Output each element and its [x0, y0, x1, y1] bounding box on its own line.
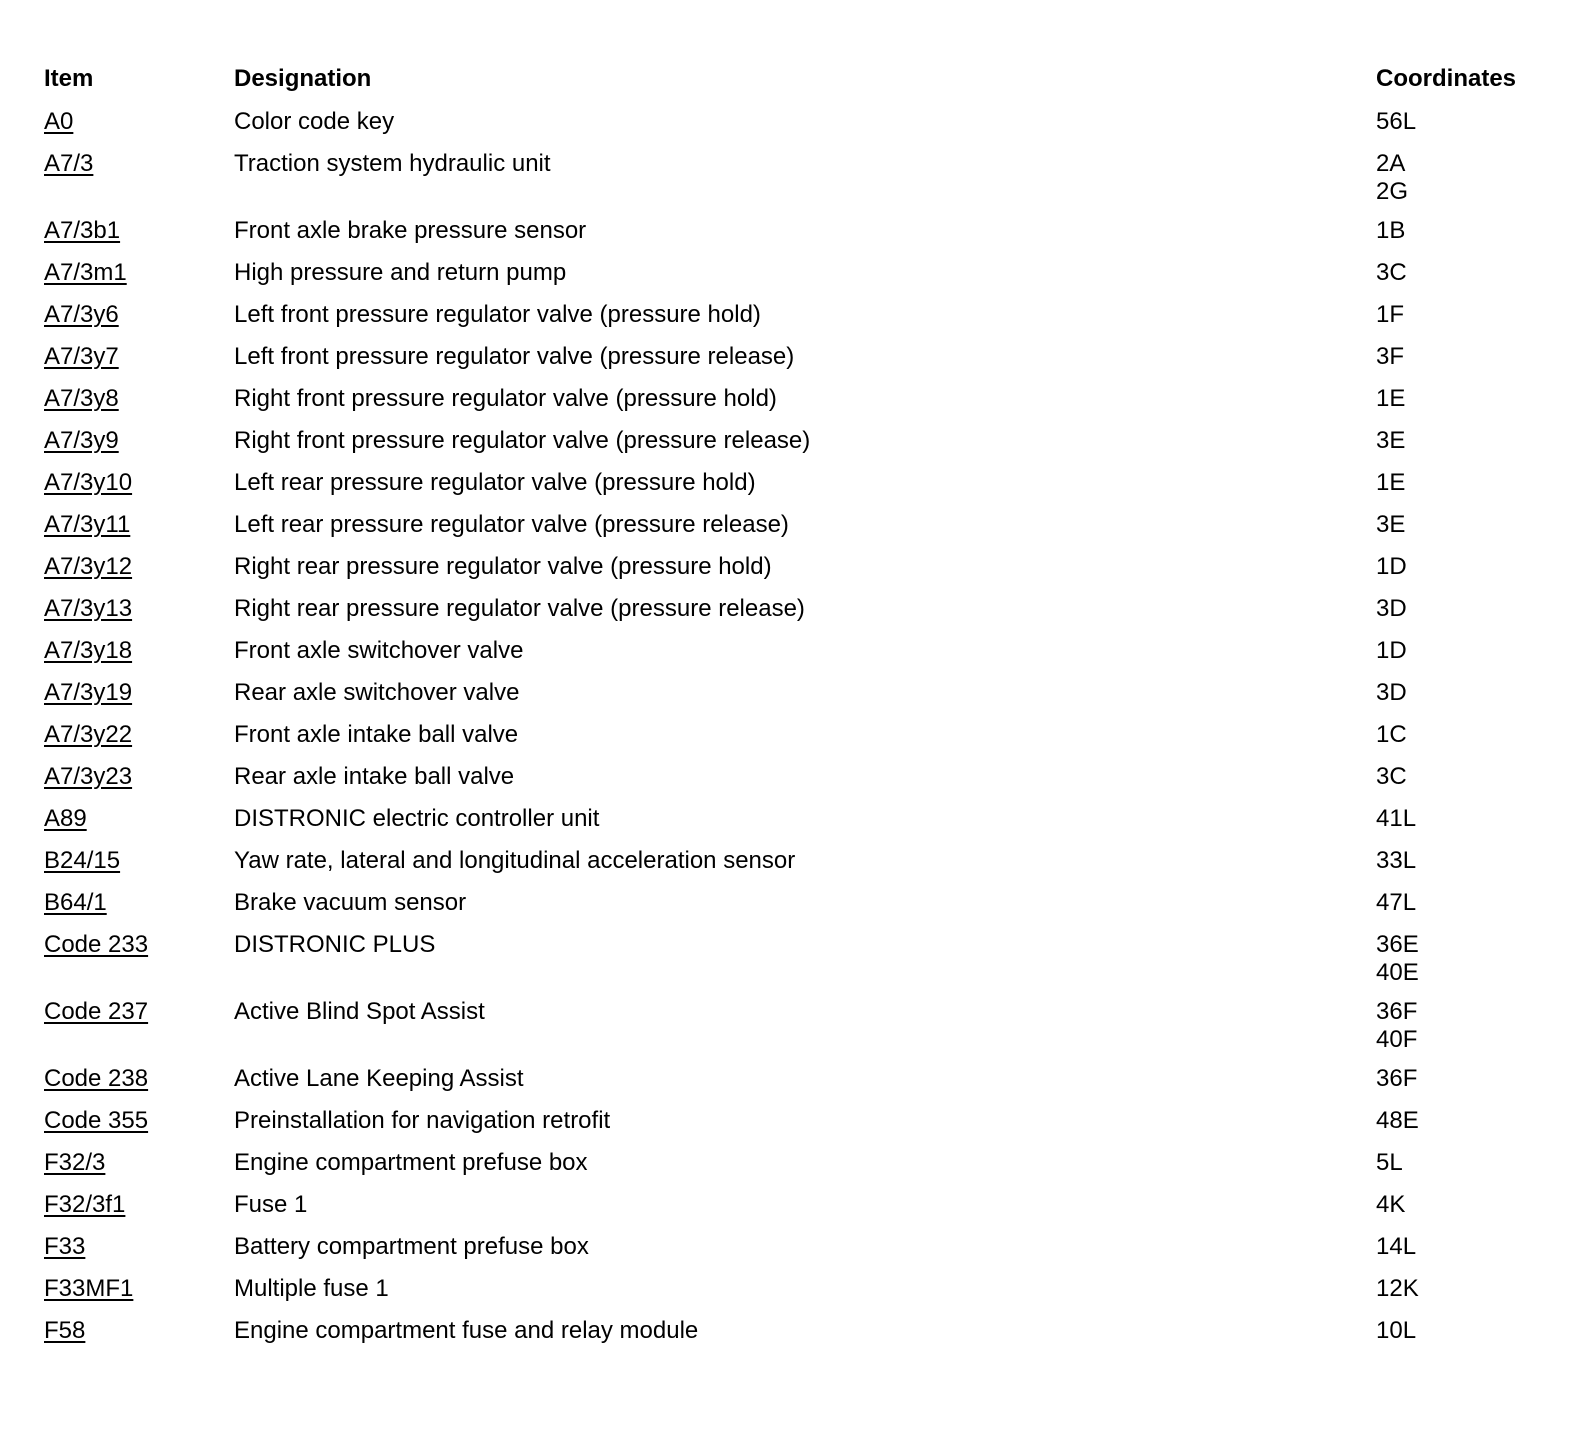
table-row — [44, 1268, 1544, 1310]
table-row — [44, 924, 1544, 991]
coordinate-value: 1B — [1376, 217, 1406, 244]
item-cell — [44, 1314, 234, 1348]
table-row — [44, 504, 1544, 546]
designation-cell: Color code key — [234, 108, 395, 135]
table-row — [44, 210, 1544, 252]
item-link[interactable]: A7/3y8 — [44, 385, 119, 412]
table-row — [44, 546, 1544, 588]
coordinates-cell — [1376, 256, 1536, 287]
table-row — [44, 462, 1544, 504]
coordinates-cell — [1376, 592, 1536, 623]
designation-cell: Yaw rate, lateral and longitudinal acceleration sensor — [234, 847, 796, 874]
table-row — [44, 1142, 1544, 1184]
designation-cell: Rear axle intake ball valve — [234, 763, 515, 790]
item-link[interactable]: A7/3b1 — [44, 217, 121, 244]
item-cell — [44, 1188, 234, 1222]
coordinates-cell — [1376, 995, 1536, 1054]
designation-cell: Front axle switchover valve — [234, 637, 524, 664]
table-row — [44, 1058, 1544, 1100]
item-link[interactable]: A7/3y12 — [44, 553, 133, 580]
item-cell — [44, 802, 234, 836]
table-body — [44, 101, 1544, 1352]
coordinate-value: 36F — [1376, 1065, 1418, 1092]
coordinate-value: 56L — [1376, 108, 1417, 135]
item-cell — [44, 1104, 234, 1138]
item-link[interactable]: B64/1 — [44, 889, 107, 916]
coordinate-value: 2G — [1376, 178, 1409, 205]
designation-cell: Right rear pressure regulator valve (pressure release) — [234, 595, 805, 622]
coordinates-cell — [1376, 634, 1536, 665]
coordinates-cell — [1376, 1188, 1536, 1219]
item-cell — [44, 147, 234, 181]
coordinate-value: 48E — [1376, 1107, 1419, 1134]
coordinates-cell — [1376, 676, 1536, 707]
coordinate-value: 36F — [1376, 998, 1418, 1025]
item-cell — [44, 634, 234, 668]
table-row — [44, 1310, 1544, 1352]
item-link[interactable]: F32/3 — [44, 1149, 106, 1176]
coordinates-cell — [1376, 802, 1536, 833]
designation-cell: Brake vacuum sensor — [234, 889, 467, 916]
designation-cell: Preinstallation for navigation retrofit — [234, 1107, 611, 1134]
designation-cell: High pressure and return pump — [234, 259, 567, 286]
item-link[interactable]: A7/3y22 — [44, 721, 133, 748]
designation-cell: Battery compartment prefuse box — [234, 1233, 589, 1260]
item-link[interactable]: Code 237 — [44, 998, 149, 1025]
item-link[interactable]: A7/3 — [44, 150, 94, 177]
coordinate-value: 40E — [1376, 959, 1419, 986]
item-link[interactable]: A7/3y10 — [44, 469, 133, 496]
item-link[interactable]: A7/3y18 — [44, 637, 133, 664]
coordinate-value: 1F — [1376, 301, 1405, 328]
item-cell — [44, 256, 234, 290]
coordinates-cell — [1376, 508, 1536, 539]
item-link[interactable]: Code 355 — [44, 1107, 149, 1134]
table-row — [44, 294, 1544, 336]
designation-cell: Left front pressure regulator valve (pressure hold) — [234, 301, 761, 328]
designation-cell: Engine compartment prefuse box — [234, 1149, 588, 1176]
coordinates-cell — [1376, 844, 1536, 875]
item-cell — [44, 718, 234, 752]
designation-cell: Right front pressure regulator valve (pressure hold) — [234, 385, 777, 412]
table-row — [44, 588, 1544, 630]
table-row — [44, 143, 1544, 210]
item-link[interactable]: Code 238 — [44, 1065, 149, 1092]
item-link[interactable]: B24/15 — [44, 847, 121, 874]
table-row — [44, 1184, 1544, 1226]
item-cell — [44, 886, 234, 920]
designation-cell: Multiple fuse 1 — [234, 1275, 389, 1302]
table-row — [44, 756, 1544, 798]
table-header-row — [44, 62, 1544, 101]
coordinates-cell — [1376, 550, 1536, 581]
item-link[interactable]: A7/3y19 — [44, 679, 133, 706]
coordinates-cell — [1376, 466, 1536, 497]
item-link[interactable]: A7/3y13 — [44, 595, 133, 622]
coordinates-cell — [1376, 105, 1536, 136]
table-row — [44, 714, 1544, 756]
coordinate-value: 1C — [1376, 721, 1407, 748]
item-link[interactable]: F33MF1 — [44, 1275, 134, 1302]
designation-cell: Engine compartment fuse and relay module — [234, 1317, 699, 1344]
item-cell — [44, 1230, 234, 1264]
coordinates-cell — [1376, 147, 1536, 206]
designation-cell: Active Blind Spot Assist — [234, 998, 485, 1025]
coordinates-cell — [1376, 760, 1536, 791]
coordinate-value: 47L — [1376, 889, 1417, 916]
coordinate-value: 3E — [1376, 511, 1406, 538]
header-coordinates: Coordinates — [1376, 65, 1517, 92]
designation-cell: Right rear pressure regulator valve (pressure hold) — [234, 553, 772, 580]
table-row — [44, 882, 1544, 924]
item-cell — [44, 424, 234, 458]
coordinate-value: 40F — [1376, 1026, 1418, 1053]
table-row — [44, 840, 1544, 882]
item-cell — [44, 928, 234, 962]
designation-cell: Left rear pressure regulator valve (pressure release) — [234, 511, 789, 538]
coordinates-cell — [1376, 928, 1536, 987]
table-row — [44, 420, 1544, 462]
coordinate-value: 3C — [1376, 259, 1407, 286]
coordinate-value: 4K — [1376, 1191, 1406, 1218]
item-cell — [44, 382, 234, 416]
item-cell — [44, 508, 234, 542]
designation-cell: Left rear pressure regulator valve (pressure hold) — [234, 469, 756, 496]
header-item: Item — [44, 65, 94, 92]
item-cell — [44, 1272, 234, 1306]
table-row — [44, 1226, 1544, 1268]
item-link[interactable]: A7/3y23 — [44, 763, 133, 790]
designation-cell: DISTRONIC electric controller unit — [234, 805, 600, 832]
table-row — [44, 336, 1544, 378]
designation-cell: Active Lane Keeping Assist — [234, 1065, 524, 1092]
item-cell — [44, 676, 234, 710]
component-table — [44, 62, 1544, 1352]
coordinates-cell — [1376, 1062, 1536, 1093]
coordinates-cell — [1376, 1314, 1536, 1345]
item-link[interactable]: A7/3y7 — [44, 343, 119, 370]
table-row — [44, 1100, 1544, 1142]
coordinate-value: 14L — [1376, 1233, 1417, 1260]
coordinates-cell — [1376, 1146, 1536, 1177]
designation-cell: Left front pressure regulator valve (pressure release) — [234, 343, 795, 370]
item-link[interactable]: F33 — [44, 1233, 86, 1260]
designation-cell: Right front pressure regulator valve (pressure release) — [234, 427, 811, 454]
item-link[interactable]: F58 — [44, 1317, 86, 1344]
item-link[interactable]: A7/3y6 — [44, 301, 119, 328]
item-cell — [44, 550, 234, 584]
coordinate-value: 41L — [1376, 805, 1417, 832]
table-row — [44, 672, 1544, 714]
item-link[interactable]: A7/3y11 — [44, 511, 131, 538]
coordinate-value: 36E — [1376, 931, 1419, 958]
item-cell — [44, 1062, 234, 1096]
table-row — [44, 252, 1544, 294]
coordinate-value: 1E — [1376, 385, 1406, 412]
item-cell — [44, 298, 234, 332]
coordinate-value: 3F — [1376, 343, 1405, 370]
designation-cell: Front axle brake pressure sensor — [234, 217, 587, 244]
designation-cell: Rear axle switchover valve — [234, 679, 520, 706]
coordinates-cell — [1376, 298, 1536, 329]
coordinate-value: 3E — [1376, 427, 1406, 454]
coordinates-cell — [1376, 1230, 1536, 1261]
coordinate-value: 1E — [1376, 469, 1406, 496]
table-row — [44, 630, 1544, 672]
coordinate-value: 1D — [1376, 637, 1407, 664]
item-link[interactable]: F32/3f1 — [44, 1191, 126, 1218]
item-link[interactable]: A7/3m1 — [44, 259, 127, 286]
item-cell — [44, 592, 234, 626]
designation-cell: Traction system hydraulic unit — [234, 150, 551, 177]
item-cell — [44, 1146, 234, 1180]
coordinates-cell — [1376, 1104, 1536, 1135]
item-link[interactable]: A89 — [44, 805, 87, 832]
coordinate-value: 33L — [1376, 847, 1417, 874]
coordinates-cell — [1376, 214, 1536, 245]
coordinate-value: 12K — [1376, 1275, 1419, 1302]
header-designation: Designation — [234, 65, 372, 92]
item-link[interactable]: A0 — [44, 108, 74, 135]
coordinate-value: 1D — [1376, 553, 1407, 580]
designation-cell: DISTRONIC PLUS — [234, 931, 436, 958]
table-row — [44, 101, 1544, 143]
coordinate-value: 3C — [1376, 763, 1407, 790]
item-link[interactable]: A7/3y9 — [44, 427, 119, 454]
coordinates-cell — [1376, 886, 1536, 917]
coordinates-cell — [1376, 382, 1536, 413]
item-cell — [44, 995, 234, 1029]
item-cell — [44, 760, 234, 794]
coordinates-cell — [1376, 1272, 1536, 1303]
item-link[interactable]: Code 233 — [44, 931, 149, 958]
coordinate-value: 10L — [1376, 1317, 1417, 1344]
item-cell — [44, 105, 234, 139]
item-cell — [44, 844, 234, 878]
coordinate-value: 3D — [1376, 595, 1407, 622]
coordinate-value: 2A — [1376, 150, 1406, 177]
coordinates-cell — [1376, 424, 1536, 455]
item-cell — [44, 340, 234, 374]
coordinates-cell — [1376, 340, 1536, 371]
table-row — [44, 378, 1544, 420]
designation-cell: Fuse 1 — [234, 1191, 308, 1218]
table-row — [44, 991, 1544, 1058]
coordinate-value: 5L — [1376, 1149, 1403, 1176]
table-row — [44, 798, 1544, 840]
item-cell — [44, 466, 234, 500]
item-cell — [44, 214, 234, 248]
designation-cell: Front axle intake ball valve — [234, 721, 519, 748]
coordinates-cell — [1376, 718, 1536, 749]
coordinate-value: 3D — [1376, 679, 1407, 706]
